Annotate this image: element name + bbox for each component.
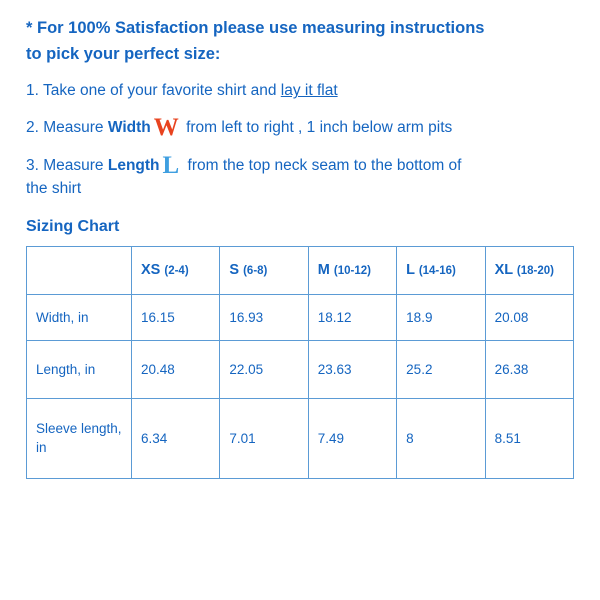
cell-width-xs: 16.15 (132, 295, 220, 341)
column-header-xs (132, 247, 220, 295)
step-2-number: 2. (26, 119, 39, 137)
column-header-xl-range: (18-20) (516, 264, 554, 277)
column-header-s (220, 247, 308, 295)
step-3 (26, 151, 574, 201)
cell-sleeve-xl: 8.51 (485, 399, 573, 479)
column-header-m-size: M (317, 261, 330, 278)
column-header-s-range: (6-8) (243, 264, 268, 277)
table-corner-cell (27, 247, 132, 295)
row-label-width: Width, in (27, 295, 132, 341)
step-3-number: 3. (26, 156, 39, 174)
row-label-length: Length, in (27, 341, 132, 399)
cell-width-s: 16.93 (220, 295, 308, 341)
sizing-chart-title: Sizing Chart (26, 218, 120, 236)
column-header-m-range: (10-12) (333, 264, 371, 277)
step-2 (26, 114, 574, 142)
cell-width-m: 18.12 (308, 295, 396, 341)
step-1-number: 1. (26, 82, 39, 100)
cell-sleeve-s: 7.01 (220, 399, 308, 479)
cell-width-xl: 20.08 (485, 295, 573, 341)
step-1-emphasis: lay it flat (280, 82, 338, 100)
table-row (27, 341, 574, 399)
column-header-xs-range: (2-4) (164, 264, 189, 277)
width-marker-icon: W (153, 114, 179, 142)
column-header-xl (485, 247, 573, 295)
step-1 (26, 79, 574, 102)
cell-length-xs: 20.48 (132, 341, 220, 399)
column-header-xl-size: XL (494, 261, 513, 278)
step-2-text-before: Measure (38, 119, 108, 137)
column-header-l (397, 247, 485, 295)
headline-line-2: to pick your perfect size: (26, 44, 221, 63)
column-header-m (308, 247, 396, 295)
cell-length-l: 25.2 (397, 341, 485, 399)
step-3-text-after: from the top neck seam to the bottom of (183, 156, 462, 174)
length-marker-icon: L (162, 151, 180, 179)
column-header-l-range: (14-16) (418, 264, 456, 277)
column-header-l-size: L (406, 261, 415, 278)
cell-length-m: 23.63 (308, 341, 396, 399)
cell-width-l: 18.9 (397, 295, 485, 341)
step-1-text: Take one of your favorite shirt and (38, 82, 281, 100)
step-3-text-wrap: the shirt (26, 179, 82, 197)
headline (26, 16, 574, 67)
step-2-text-after: from left to right , 1 inch below arm pits (181, 119, 453, 137)
step-3-text-before: Measure (38, 156, 108, 174)
cell-sleeve-xs: 6.34 (132, 399, 220, 479)
table-row (27, 399, 574, 479)
column-header-xs-size: XS (141, 261, 161, 278)
table-row (27, 295, 574, 341)
sizing-chart-table (26, 246, 574, 479)
cell-sleeve-m: 7.49 (308, 399, 396, 479)
step-2-keyword: Width (107, 119, 151, 137)
row-label-sleeve-length: Sleeve length, in (27, 399, 132, 479)
cell-sleeve-l: 8 (397, 399, 485, 479)
table-header-row (27, 247, 574, 295)
cell-length-xl: 26.38 (485, 341, 573, 399)
step-3-keyword: Length (107, 156, 160, 174)
cell-length-s: 22.05 (220, 341, 308, 399)
headline-line-1: * For 100% Satisfaction please use measuring instructions (26, 19, 485, 37)
column-header-s-size: S (229, 261, 240, 278)
